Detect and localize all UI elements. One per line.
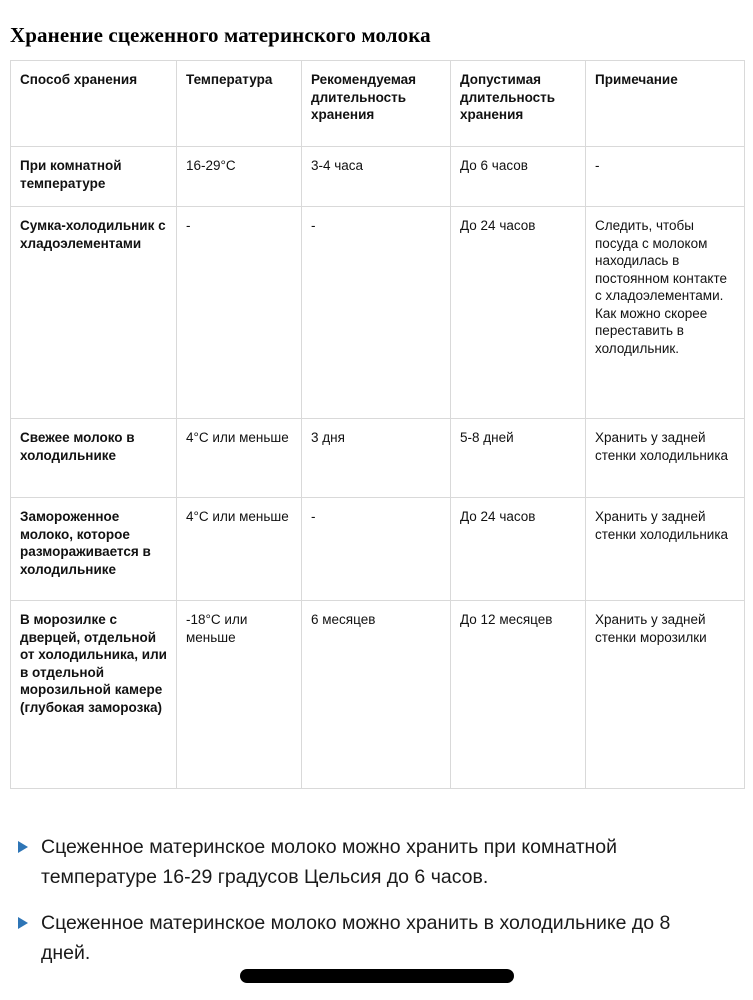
cell-temperature: 4°С или меньше — [177, 498, 302, 601]
list-item-text: Сцеженное материнское молоко можно хранить в холодильнике до 8 дней. — [41, 912, 671, 964]
cell-method: Замороженное молоко, которое размораживается в холодильнике — [11, 498, 177, 601]
summary-bullet-list — [10, 832, 710, 968]
cell-temperature: - — [177, 207, 302, 419]
cell-recommended: - — [302, 207, 451, 419]
table-row — [11, 147, 745, 207]
cell-method: При комнатной температуре — [11, 147, 177, 207]
cell-note: Хранить у задней стенки холодильника — [586, 419, 745, 498]
column-header-recommended: Рекомендуемая длительность хранения — [302, 61, 451, 147]
cell-method: В морозилке с дверцей, отдельной от холодильника, или в отдельной морозильной камере (глубокая заморозка) — [11, 601, 177, 789]
cell-temperature: -18°С или меньше — [177, 601, 302, 789]
table-row — [11, 498, 745, 601]
column-header-note: Примечание — [586, 61, 745, 147]
cell-recommended: 3 дня — [302, 419, 451, 498]
list-item — [10, 832, 710, 892]
cell-allowed: До 24 часов — [451, 207, 586, 419]
list-item — [10, 908, 710, 968]
cell-method: Сумка-холодильник с хладоэлементами — [11, 207, 177, 419]
cell-note: - — [586, 147, 745, 207]
column-header-temperature: Температура — [177, 61, 302, 147]
cell-note: Хранить у задней стенки холодильника — [586, 498, 745, 601]
table-row — [11, 601, 745, 789]
cell-allowed: 5-8 дней — [451, 419, 586, 498]
triangle-right-icon — [18, 841, 28, 853]
cell-temperature: 16-29°С — [177, 147, 302, 207]
cell-recommended: - — [302, 498, 451, 601]
column-header-allowed: Допустимая длительность хранения — [451, 61, 586, 147]
cell-allowed: До 12 месяцев — [451, 601, 586, 789]
page-title: Хранение сцеженного материнского молока — [10, 23, 431, 48]
cell-note: Следить, чтобы посуда с молоком находилась в постоянном контакте с хладоэлементами. Как можно скорее переставить в холодильник. — [586, 207, 745, 419]
list-item-text: Сцеженное материнское молоко можно хранить при комнатной температуре 16-29 градусов Цельсия до 6 часов. — [41, 836, 618, 888]
cell-allowed: До 24 часов — [451, 498, 586, 601]
cell-recommended: 6 месяцев — [302, 601, 451, 789]
column-header-method: Способ хранения — [11, 61, 177, 147]
cell-temperature: 4°С или меньше — [177, 419, 302, 498]
cell-note: Хранить у задней стенки морозилки — [586, 601, 745, 789]
table-header-row — [11, 61, 745, 147]
triangle-right-icon — [18, 917, 28, 929]
table-row — [11, 419, 745, 498]
redaction-bar — [240, 969, 514, 983]
cell-recommended: 3-4 часа — [302, 147, 451, 207]
cell-allowed: До 6 часов — [451, 147, 586, 207]
table-row — [11, 207, 745, 419]
milk-storage-table — [10, 60, 745, 789]
cell-method: Свежее молоко в холодильнике — [11, 419, 177, 498]
